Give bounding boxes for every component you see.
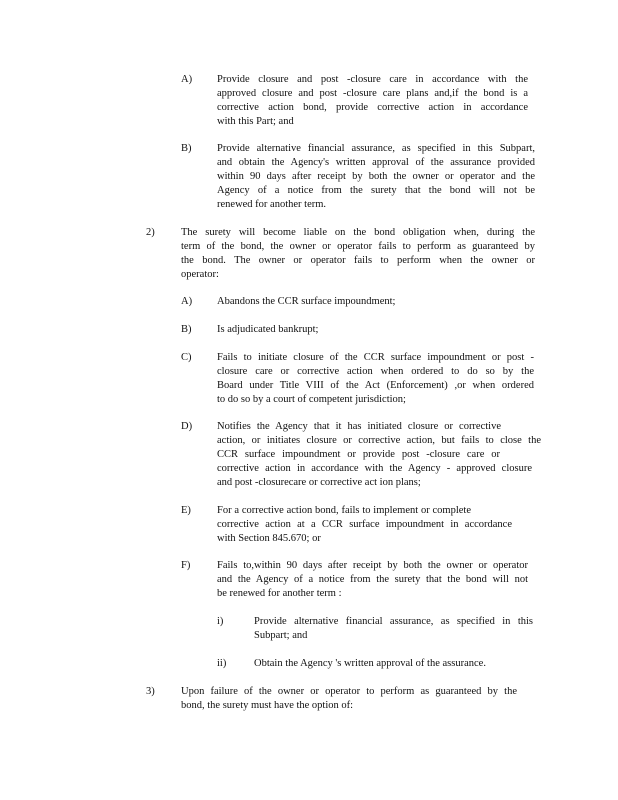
item-marker: ii) xyxy=(217,658,227,669)
text-line: closure care or corrective action when ordered to do so by the xyxy=(217,366,534,377)
text-line: with this Part; and xyxy=(217,116,294,127)
item-text xyxy=(217,351,534,407)
text-line: Notifies the Agency that it has initiated closure or corrective xyxy=(217,421,501,432)
item-marker: i) xyxy=(217,616,224,627)
item-text xyxy=(217,559,528,601)
item-marker: D) xyxy=(181,421,193,432)
text-line: Subpart; and xyxy=(254,630,308,641)
text-line: to do so by a court of competent jurisdiction; xyxy=(217,394,406,405)
text-line: Provide alternative financial assurance, as specified in this Subpart, xyxy=(217,143,535,154)
text-line: Provide closure and post -closure care in accordance with the xyxy=(217,74,528,85)
text-line: corrective action in accordance with the Agency - approved closure xyxy=(217,463,532,474)
item-text xyxy=(254,615,533,643)
text-line: and the Agency of a notice from the surety that the bond will not xyxy=(217,574,528,585)
item-marker: B) xyxy=(181,324,192,335)
text-line: For a corrective action bond, fails to implement or complete xyxy=(217,505,471,516)
text-line: Fails to,within 90 days after receipt by both the owner or operator xyxy=(217,560,528,571)
text-line: The surety will become liable on the bond obligation when, during the xyxy=(181,227,535,238)
text-line: Board under Title VIII of the Act (Enforcement) ,or when ordered xyxy=(217,380,534,391)
text-line: CCR surface impoundment or provide post -closure care or xyxy=(217,449,500,460)
text-line: Provide alternative financial assurance, as specified in this xyxy=(254,616,533,627)
item-marker: 2) xyxy=(146,227,155,238)
text-line: corrective action bond, provide corrective action in accordance xyxy=(217,102,528,113)
item-text xyxy=(181,685,517,713)
text-line: bond, the surety must have the option of: xyxy=(181,700,354,711)
item-text xyxy=(254,657,486,671)
item-marker: B) xyxy=(181,143,192,154)
text-line: with Section 845.670; or xyxy=(217,533,321,544)
item-text xyxy=(217,142,535,212)
text-line: action, or initiates closure or corrective action, but fails to close the xyxy=(217,435,541,446)
item-text xyxy=(217,323,318,337)
text-line: term of the bond, the owner or operator fails to perform as guaranteed by xyxy=(181,241,535,252)
item-marker: 3) xyxy=(146,686,155,697)
text-line: approved closure and post -closure care plans and,if the bond is a xyxy=(217,88,528,99)
text-line: Upon failure of the owner or operator to perform as guaranteed by the xyxy=(181,686,517,697)
item-text xyxy=(217,420,541,490)
item-marker: C) xyxy=(181,352,192,363)
text-line: the bond. The owner or operator fails to perform when the owner or xyxy=(181,255,535,266)
text-line: Abandons the CCR surface impoundment; xyxy=(217,296,396,307)
text-line: be renewed for another term : xyxy=(217,588,342,599)
text-line: and post -closurecare or corrective act ion plans; xyxy=(217,477,421,488)
text-line: corrective action at a CCR surface impoundment in accordance xyxy=(217,519,512,530)
text-line: Obtain the Agency 's written approval of the assurance. xyxy=(254,658,486,669)
text-line: Agency of a notice from the surety that the bond will not be xyxy=(217,185,535,196)
item-marker: F) xyxy=(181,560,191,571)
item-marker: A) xyxy=(181,296,193,307)
text-line: and obtain the Agency's written approval of the assurance provided xyxy=(217,157,535,168)
item-marker: A) xyxy=(181,74,193,85)
text-line: Is adjudicated bankrupt; xyxy=(217,324,319,335)
item-text xyxy=(217,504,512,546)
text-line: renewed for another term. xyxy=(217,199,327,210)
item-marker: E) xyxy=(181,505,191,516)
item-text xyxy=(217,73,528,129)
text-line: within 90 days after receipt by both the owner or operator and the xyxy=(217,171,535,182)
item-text xyxy=(181,226,535,282)
text-line: operator: xyxy=(181,269,219,280)
text-line: Fails to initiate closure of the CCR surface impoundment or post - xyxy=(217,352,534,363)
item-text xyxy=(217,295,395,309)
